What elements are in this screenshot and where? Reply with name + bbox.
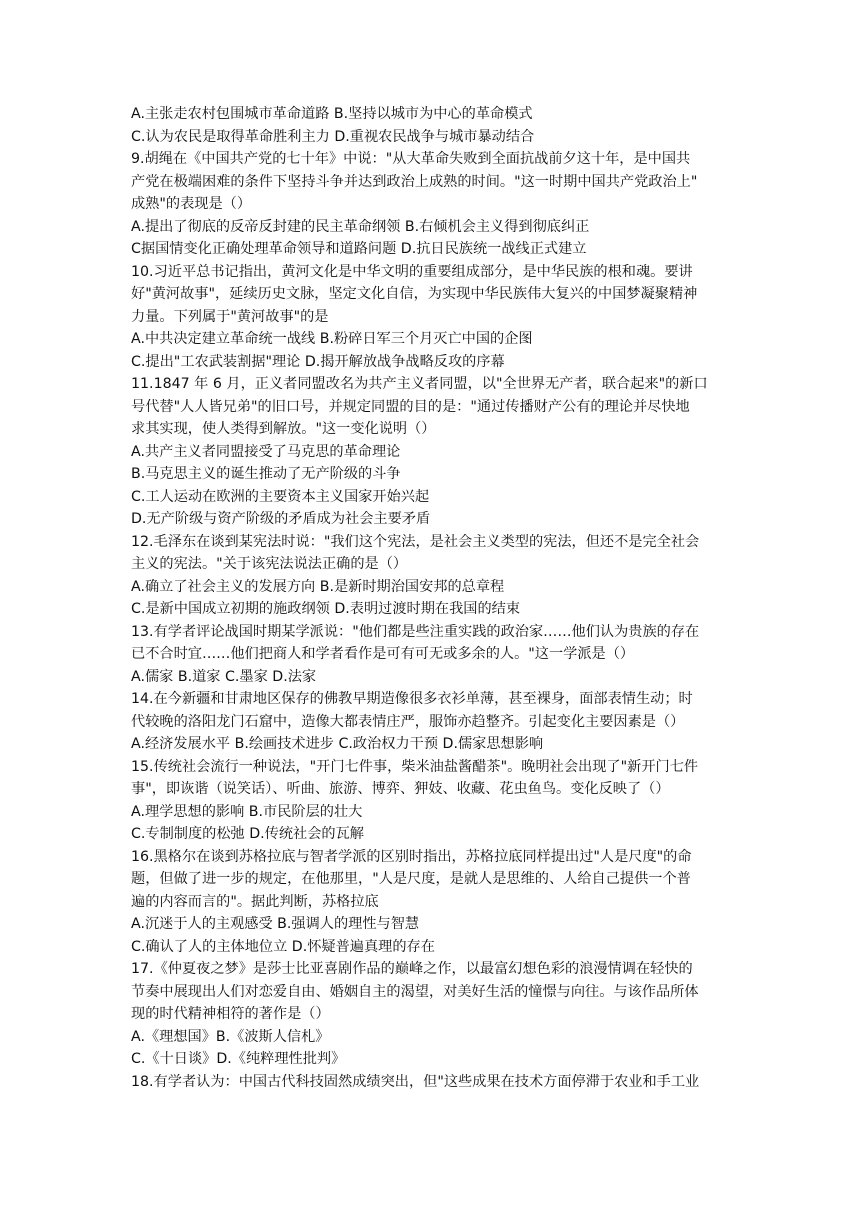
text-line: C.提出"工农武装割据"理论 D.揭开解放战争战略反攻的序幕 <box>131 353 505 370</box>
text-line: 题，但做了进一步的规定，在他那里，"人是尺度，是就人是思维的、人给自己提供一个普 <box>131 871 691 887</box>
text-line: C.工人运动在欧洲的主要资本主义国家开始兴起 <box>131 488 430 505</box>
text-line: 13.有学者评论战国时期某学派说："他们都是些注重实践的政治家……他们认为贵族的存在 <box>131 623 700 640</box>
text-line: C.认为农民是取得革命胜利主力 D.重视农民战争与城市暴动结合 <box>131 128 535 145</box>
text-line: 11.1847 年 6 月，正义者同盟改名为共产主义者同盟，以"全世界无产者，联合起来"的新口 <box>131 376 708 392</box>
text-line: 15.传统社会流行一种说法，"开门七件事，柴米油盐酱醋茶"。晚明社会出现了"新开门七件 <box>131 758 699 775</box>
text-line: C.确认了人的主体地位立 D.怀疑普遍真理的存在 <box>131 938 435 955</box>
text-line: A.《理想国》B.《波斯人信札》 <box>131 1028 330 1045</box>
text-line: A.确立了社会主义的发展方向 B.是新时期治国安邦的总章程 <box>131 578 505 595</box>
text-line: 代较晚的洛阳龙门石窟中，造像大都表情庄严，服饰亦趋整齐。引起变化主要因素是（） <box>131 713 685 730</box>
text-line: B.马克思主义的诞生推动了无产阶级的斗争 <box>131 466 401 482</box>
text-line: 17.《仲夏夜之梦》是莎士比亚喜剧作品的巅峰之作，以最富幻想色彩的浪漫情调在轻快的 <box>131 961 693 977</box>
text-line: D.无产阶级与资产阶级的矛盾成为社会主要矛盾 <box>131 511 431 527</box>
text-line: A.提出了彻底的反帝反封建的民主革命纲领 B.右倾机会主义得到彻底纠正 <box>131 218 590 235</box>
exam-page <box>131 103 731 1116</box>
text-line: C.《十日谈》D.《纯粹理性批判》 <box>131 1051 346 1067</box>
text-line: 10.习近平总书记指出，黄河文化是中华文明的重要组成部分，是中华民族的根和魂。要讲 <box>131 263 693 280</box>
text-line: 力量。下列属于"黄河故事"的是 <box>131 308 329 325</box>
text-line: 12.毛泽东在谈到某宪法时说："我们这个宪法，是社会主义类型的宪法，但还不是完全社会 <box>131 533 700 550</box>
text-line: 14.在今新疆和甘肃地区保存的佛教早期造像很多衣衫单薄，甚至裸身，面部表情生动；时 <box>131 691 693 707</box>
text-line: A.中共决定建立革命统一战线 B.粉碎日军三个月灭亡中国的企图 <box>131 331 533 347</box>
text-line: 求其实现，使人类得到解放。"这一变化说明（） <box>131 421 436 437</box>
text-line: 16.黑格尔在谈到苏格拉底与智者学派的区别时指出，苏格拉底同样提出过"人是尺度"的命 <box>131 848 692 865</box>
text-line: 成熟"的表现是（） <box>131 196 252 212</box>
text-line: 号代替"人人皆兄弟"的旧口号，并规定同盟的目的是："通过传播财产公有的理论并尽快地 <box>131 398 690 415</box>
text-line: 遍的内容而言的"。据此判断，苏格拉底 <box>131 893 379 910</box>
text-line: C据国情变化正确处理革命领导和道路问题 D.抗日民族统一战线正式建立 <box>131 241 587 257</box>
text-line: A.儒家 B.道家 C.墨家 D.法家 <box>131 668 317 685</box>
text-line: 节奏中展现出人们对恋爱自由、婚姻自主的渴望，对美好生活的憧憬与向往。与该作品所体 <box>131 983 699 1000</box>
text-line: 18.有学者认为：中国古代科技固然成绩突出，但"这些成果在技术方面停滞于农业和手工业 <box>131 1073 700 1090</box>
text-line: A.沉迷于人的主观感受 B.强调人的理性与智慧 <box>131 916 420 932</box>
text-line: 9.胡绳在《中国共产党的七十年》中说："从大革命失败到全面抗战前夕这十年，是中国共 <box>131 151 691 167</box>
text-line: C.专制制度的松弛 D.传统社会的瓦解 <box>131 826 364 842</box>
text-line: 已不合时宜……他们把商人和学者看作是可有可无或多余的人。"这一学派是（） <box>131 646 635 662</box>
text-line: A.理学思想的影响 B.市民阶层的壮大 <box>131 803 363 820</box>
text-line: A.主张走农村包围城市革命道路 B.坚持以城市为中心的革命模式 <box>131 106 533 122</box>
text-line: 现的时代精神相符的著作是（） <box>131 1006 330 1022</box>
text-line: 主义的宪法。"关于该宪法说法正确的是（） <box>131 556 408 572</box>
text-line: 产党在极端困难的条件下坚持斗争并达到政治上成熟的时间。"这一时期中国共产党政治上" <box>131 173 698 190</box>
text-line: C.是新中国成立初期的施政纲领 D.表明过渡时期在我国的结束 <box>131 601 521 617</box>
text-line: 好"黄河故事"，延续历史文脉，坚定文化自信，为实现中华民族伟大复兴的中国梦凝聚精神 <box>131 286 698 302</box>
text-line: 事"，即诙谐（说笑话）、听曲、旅游、博弈、狎妓、收藏、花虫鱼鸟。变化反映了（） <box>131 781 670 797</box>
text-line: A.经济发展水平 B.绘画技术进步 C.政治权力干预 D.儒家思想影响 <box>131 736 544 752</box>
text-line <box>131 1093 731 1116</box>
text-line: A.共产主义者同盟接受了马克思的革命理论 <box>131 443 401 460</box>
